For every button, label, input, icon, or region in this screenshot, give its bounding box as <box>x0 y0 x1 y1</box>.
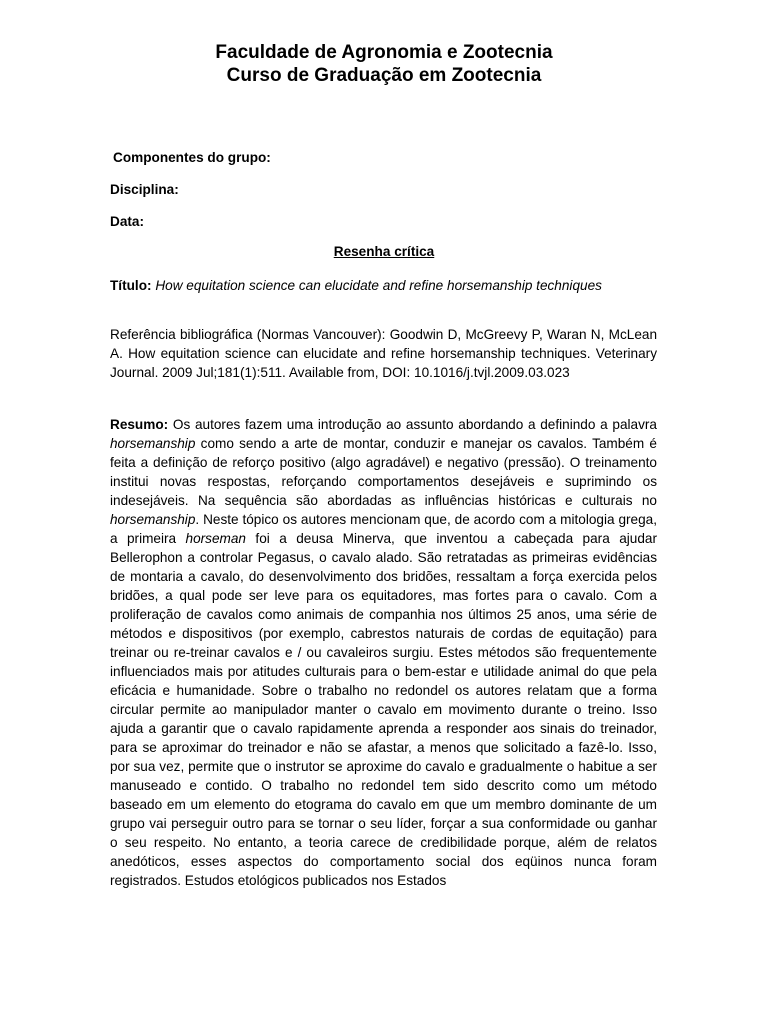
group-members-label: Componentes do grupo: <box>113 150 271 165</box>
date-label: Data: <box>110 214 144 229</box>
course-name: Curso de Graduação em Zootecnia <box>226 65 542 86</box>
abstract-text-1: Os autores fazem uma introdução ao assunto abordando a definindo a palavra <box>172 417 657 432</box>
reference-paragraph: Referência bibliográfica (Normas Vancouver): Goodwin D, McGreevy P, Waran N, McLean A. How equitation science can elucidate and refine horsemanship techniques. Veterinary Journal. 2009 Jul;181(1):511. Available from, DOI: 10.1016/j.tvjl.2009.03.023 <box>110 327 657 380</box>
title-paragraph <box>110 276 657 295</box>
abstract-label: Resumo: <box>110 417 169 432</box>
abstract-italic-1: horsemanship <box>110 436 196 451</box>
abstract-text-3: . Neste tópico os autores mencionam que, de acordo com a mitologia grega, a primeira <box>110 512 657 546</box>
abstract-italic-2: horsemanship <box>110 512 196 527</box>
title-label: Título: <box>110 278 152 293</box>
abstract-italic-3: horseman <box>185 531 246 546</box>
title-text: How equitation science can elucidate and refine horsemanship techniques <box>155 278 602 293</box>
abstract-text-4: foi a deusa Minerva, que inventou a cabeçada para ajudar Bellerophon a controlar Pegasus, o cavalo alado. São retratadas as primeiras evidências de montaria a cavalo, do desenvolvimento dos bridões, ressaltam a força exercida pelos bridões, a qual pode ser leve para os equitadores, mas fortes para o cavalo. Com a proliferação de cavalos como animais de companhia nos últimos 25 anos, uma série de métodos e dispositivos (por exemplo, cabrestos naturais de cordas de equitação) para treinar ou re-treinar cavalos e / ou cavaleiros surgiu. Estes métodos são frequentemente influenciados mais por atitudes culturais para o bem-estar e utilidade animal do que pela eficácia e humanidade. Sobre o trabalho no redondel os autores relatam que a forma circular permite ao manipulador manter o cavalo em movimento durante o treino. Isso ajuda a garantir que o cavalo rapidamente aprenda a responder aos sinais do treinador, para se aproximar do treinador e não se afastar, a menos que solicitado a fazê-lo. Isso, por sua vez, permite que o instrutor se aproxime do cavalo e gradualmente o habitue a ser manuseado e contido. O trabalho no redondel tem sido descrito como um método baseado em um elemento do etograma do cavalo em que um membro dominante de um grupo vai perseguir outro para se tornar o seu líder, forçar a sua conformidade ou ganhar o seu respeito. No entanto, a teoria carece de credibilidade porque, além de relatos anedóticos, esses aspectos do comportamento social dos eqüinos nunca foram registrados. Estudos etológicos publicados nos Estados <box>110 531 657 888</box>
institution-name: Faculdade de Agronomia e Zootecnia <box>215 42 553 63</box>
section-title: Resenha crítica <box>333 244 435 259</box>
abstract-text-2: como sendo a arte de montar, conduzir e manejar os cavalos. Também é feita a definição de reforço positivo (algo agradável) e negativo (pressão). O treinamento institui novas respostas, reforçando comportamentos desejáveis e suprimindo os indesejáveis. Na sequência são abordadas as influências históricas e culturais no <box>110 436 657 508</box>
document-header <box>0 41 768 87</box>
discipline-label: Disciplina: <box>110 182 179 197</box>
abstract-paragraph <box>110 415 657 890</box>
